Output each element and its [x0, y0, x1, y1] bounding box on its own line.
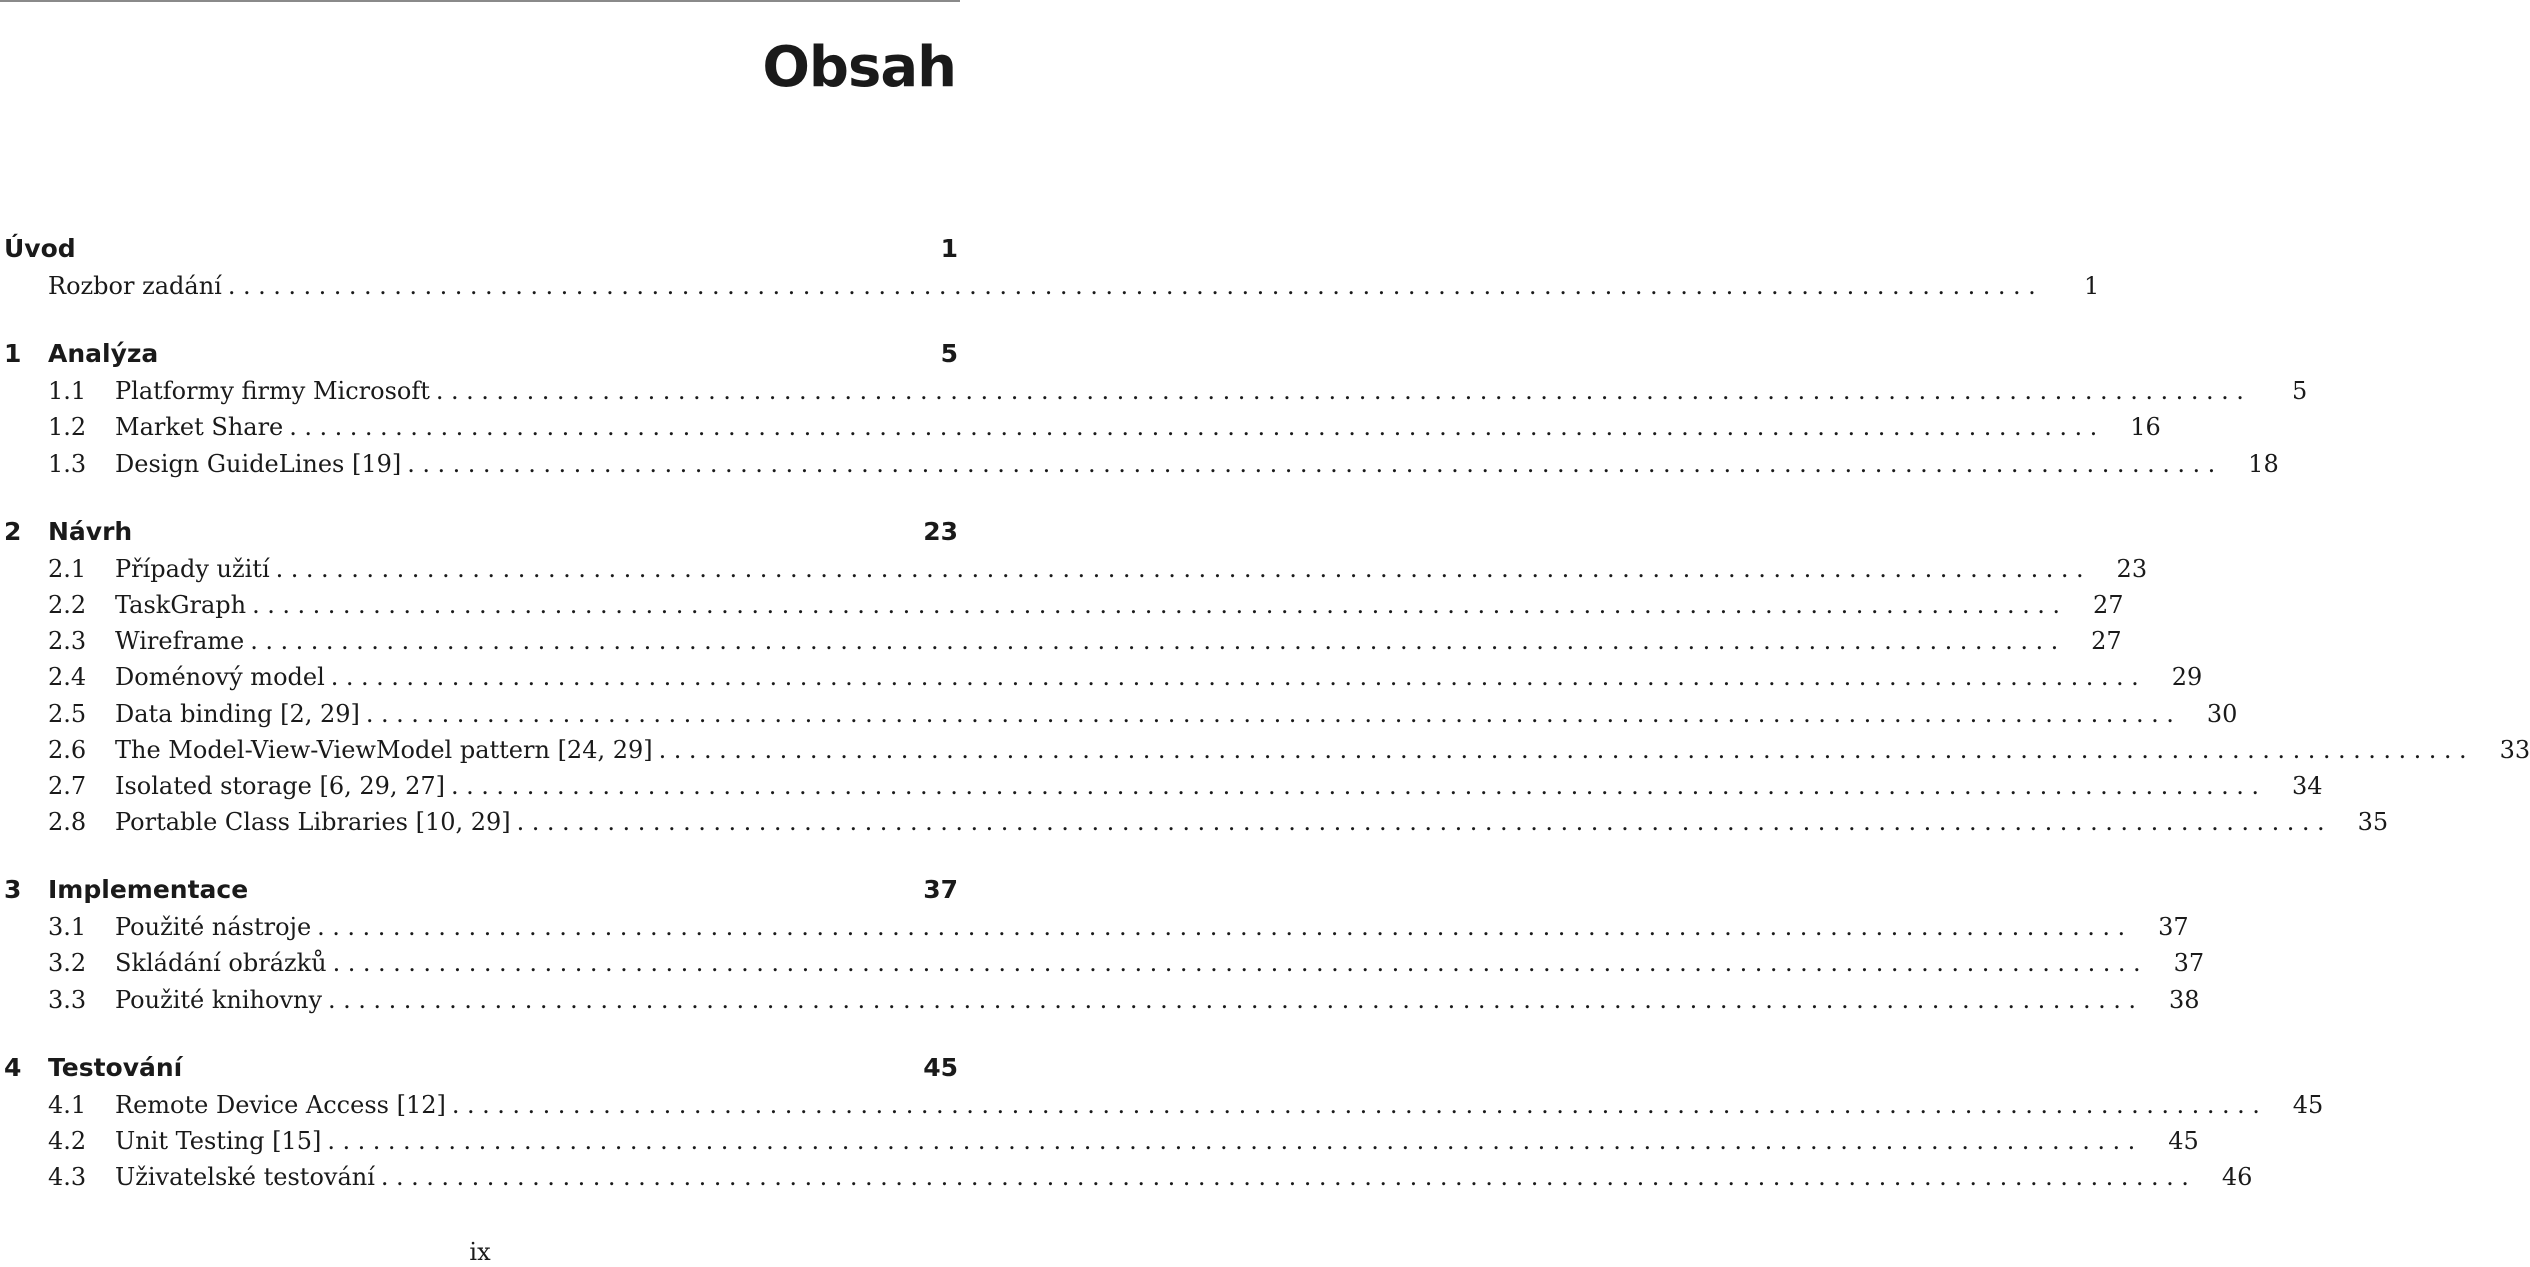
- section-page: 46: [2221, 1163, 2253, 1192]
- toc-section[interactable]: [4, 699, 2238, 736]
- section-title: Data binding [2, 29]: [115, 699, 360, 728]
- section-number: 2.3: [48, 627, 87, 656]
- chapter-number: 3: [4, 875, 22, 905]
- toc-chapter-intro[interactable]: [4, 234, 958, 272]
- dot-leader: ........................................................................................................................: [328, 985, 2144, 1014]
- section-title: Unit Testing [15]: [115, 1127, 322, 1155]
- toc-section[interactable]: [4, 663, 2203, 699]
- section-page: 37: [2158, 913, 2189, 942]
- toc-section[interactable]: [4, 735, 2530, 772]
- chapter-title: Testování: [48, 1052, 183, 1082]
- section-title: The Model-View-ViewModel pattern [24, 29]: [115, 735, 653, 764]
- section-title: Remote Device Access [12]: [115, 1090, 446, 1119]
- section-page: 30: [2206, 699, 2238, 728]
- dot-leader: ........................................................................................................................: [380, 1163, 2197, 1192]
- section-title: Doménový model: [115, 663, 325, 692]
- toc-chapter-3[interactable]: [4, 875, 958, 913]
- section-page: 45: [2292, 1090, 2324, 1119]
- dot-leader: ........................................................................................................................: [227, 272, 2044, 300]
- section-number: 3.3: [48, 985, 87, 1014]
- toc-chapter-1[interactable]: [4, 339, 958, 377]
- section-number: 3.2: [48, 949, 87, 978]
- section-number: 2.6: [48, 735, 87, 764]
- toc-section[interactable]: [4, 985, 2200, 1022]
- section-number: 2.8: [48, 808, 87, 837]
- chapter-page: 5: [940, 339, 958, 369]
- dot-leader: ........................................................................................................................: [451, 1090, 2268, 1119]
- dot-leader: ........................................................................................................................: [451, 771, 2267, 800]
- toc-section[interactable]: [4, 554, 2148, 591]
- section-number: 4.3: [48, 1163, 87, 1192]
- toc-section[interactable]: [4, 1090, 2324, 1127]
- section-page: 1: [2084, 272, 2100, 300]
- dot-leader: ........................................................................................................................: [516, 808, 2333, 837]
- section-title: Isolated storage [6, 29, 27]: [115, 771, 446, 800]
- toc-section[interactable]: [4, 949, 2205, 985]
- toc-section[interactable]: [4, 808, 2389, 844]
- section-title: Použité nástroje: [115, 913, 312, 942]
- section-page: 33: [2499, 735, 2530, 764]
- dot-leader: ........................................................................................................................: [330, 663, 2147, 692]
- dot-leader: ........................................................................................................................: [365, 699, 2182, 728]
- table-of-contents: [4, 234, 2530, 1199]
- dot-leader: ........................................................................................................................: [658, 735, 2475, 764]
- chapter-page: 1: [940, 234, 958, 263]
- dot-leader: ........................................................................................................................: [252, 590, 2068, 619]
- section-title: Design GuideLines [19]: [115, 449, 402, 478]
- chapter-page: 23: [923, 516, 958, 546]
- section-page: 16: [2130, 413, 2161, 442]
- toc-section[interactable]: [4, 771, 2323, 808]
- top-rule: [0, 0, 960, 2]
- chapter-page: 37: [923, 875, 958, 905]
- section-page: 27: [2091, 627, 2122, 656]
- chapter-title: Implementace: [48, 875, 249, 905]
- page-title: Obsah: [762, 35, 956, 100]
- chapter-number: 2: [4, 516, 22, 546]
- section-title: Případy užití: [115, 554, 270, 583]
- dot-leader: ........................................................................................................................: [407, 449, 2223, 478]
- toc-section[interactable]: [4, 590, 2124, 627]
- section-title: TaskGraph: [115, 590, 247, 619]
- section-page: 38: [2168, 985, 2200, 1014]
- section-title: Použité knihovny: [115, 985, 323, 1014]
- toc-section[interactable]: [4, 1163, 2253, 1199]
- section-title: Portable Class Libraries [10, 29]: [115, 808, 511, 837]
- section-title: Market Share: [115, 413, 284, 442]
- toc-section[interactable]: [4, 377, 2308, 413]
- dot-leader: ........................................................................................................................: [435, 377, 2252, 406]
- section-number: 1.1: [48, 377, 87, 406]
- dot-leader: ........................................................................................................................: [332, 949, 2149, 978]
- chapter-number: 1: [4, 339, 22, 369]
- toc-section[interactable]: [4, 913, 2189, 949]
- section-page: 18: [2248, 449, 2279, 478]
- section-page: 34: [2291, 771, 2323, 800]
- chapter-page: 45: [923, 1052, 958, 1082]
- toc-section[interactable]: [4, 413, 2161, 449]
- section-page: 5: [2292, 377, 2308, 406]
- section-number: 2.7: [48, 771, 87, 800]
- toc-chapter-2[interactable]: [4, 517, 958, 555]
- toc-chapter-4[interactable]: [4, 1053, 958, 1091]
- section-number: 1.3: [48, 449, 87, 478]
- section-page: 23: [2116, 554, 2148, 583]
- chapter-title: Úvod: [4, 234, 76, 263]
- section-number: 4.2: [48, 1127, 87, 1155]
- section-number: 2.1: [48, 554, 87, 583]
- section-number: 2.4: [48, 663, 87, 692]
- chapter-title: Analýza: [48, 339, 159, 369]
- chapter-title: Návrh: [48, 516, 133, 546]
- dot-leader: ........................................................................................................................: [289, 413, 2105, 442]
- section-title: Platformy firmy Microsoft: [115, 377, 430, 406]
- section-title: Skládání obrázků: [115, 949, 327, 978]
- section-page: 35: [2357, 808, 2389, 837]
- section-title: Wireframe: [115, 627, 245, 656]
- section-number: 4.1: [48, 1090, 87, 1119]
- chapter-number: 4: [4, 1052, 22, 1082]
- section-page: 29: [2171, 663, 2203, 692]
- toc-section[interactable]: [4, 1127, 2199, 1163]
- page-number-footer: ix: [469, 1238, 491, 1266]
- section-page: 27: [2093, 590, 2124, 619]
- dot-leader: ........................................................................................................................: [250, 627, 2066, 656]
- dot-leader: ........................................................................................................................: [327, 1127, 2143, 1155]
- dot-leader: ........................................................................................................................: [317, 913, 2133, 942]
- section-title: Uživatelské testování: [115, 1163, 375, 1192]
- section-page: 45: [2168, 1127, 2199, 1155]
- dot-leader: ........................................................................................................................: [275, 554, 2092, 583]
- section-page: 37: [2173, 949, 2205, 978]
- toc-section[interactable]: [4, 627, 2122, 663]
- toc-section[interactable]: [4, 272, 2100, 308]
- toc-section[interactable]: [4, 449, 2279, 486]
- section-number: 2.2: [48, 590, 87, 619]
- section-number: 2.5: [48, 699, 87, 728]
- section-number: 1.2: [48, 413, 87, 442]
- section-title: Rozbor zadání: [48, 272, 222, 300]
- section-number: 3.1: [48, 913, 87, 942]
